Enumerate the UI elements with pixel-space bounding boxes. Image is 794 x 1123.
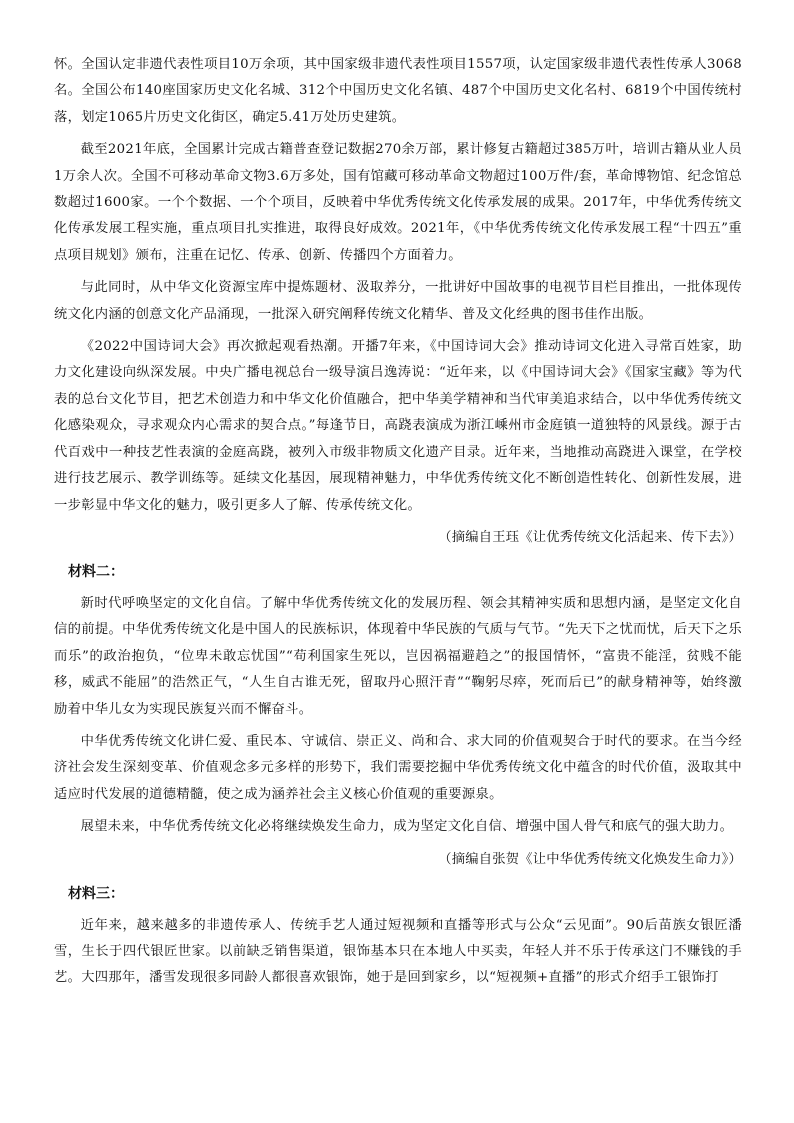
paragraph-intro-3: 与此同时，从中华文化资源宝库中提炼题材、汲取养分，一批讲好中国故事的电视节目栏目推出，一批体现传统文化内涵的创意文化产品涌现，一批深入研究阐释传统文化精华、普及文化经典的图书佳作出版。 [54, 280, 742, 322]
material-2-paragraph-3: 展望未来，中华优秀传统文化必将继续焕发生命力，成为坚定文化自信、增强中国人骨气和底气的强大助力。 [80, 819, 734, 835]
paragraph-intro-1: 怀。全国认定非遗代表性项目10万余项，其中国家级非遗代表性项目1557项，认定国家级非遗代表性传承人3068名。全国公布140座国家历史文化名城、312个中国历史文化名镇、487个中国历史文化名村、6819个中国传统村落，划定1065片历史文化街区，确定5.41万处历史建筑。 [54, 57, 742, 125]
material-2-section [54, 559, 742, 873]
material-1-continuation [54, 52, 742, 551]
material-2-paragraph-1: 新时代呼唤坚定的文化自信。了解中华优秀传统文化的发展历程、领会其精神实质和思想内涵，是坚定文化自信的前提。中华优秀传统文化是中国人的民族标识，体现着中华民族的气质与气节。“先天下之忧而忧，后天下之乐而乐”的政治抱负，“位卑未敢忘忧国”“苟利国家生死以，岂因祸福避趋之”的报国情怀，“富贵不能淫，贫贱不能移，威武不能屈”的浩然正气，“人生自古谁无死，留取丹心照汗青”“鞠躬尽瘁，死而后已”的献身精神等，始终激励着中华儿女为实现民族复兴而不懈奋斗。 [54, 595, 742, 717]
material-3-heading: 材料三： [68, 885, 124, 902]
material-2-heading: 材料二： [68, 563, 124, 580]
source-citation-2: （摘编自张贺《让中华优秀传统文化焕发生命力》） [438, 851, 742, 867]
material-2-paragraph-2: 中华优秀传统文化讲仁爱、重民本、守诚信、崇正义、尚和合、求大同的价值观契合于时代的要求。在当今经济社会发生深刻变革、价值观念多元多样的形势下，我们需要挖掘中华优秀传统文化中蕴含的时代价值，汲取其中适应时代发展的道德精髓，使之成为涵养社会主义核心价值观的重要源泉。 [54, 733, 742, 802]
document-page [54, 52, 742, 998]
paragraph-intro-4: 《2022中国诗词大会》再次掀起观看热潮。开播7年来，《中国诗词大会》推动诗词文化进入寻常百姓家，助力文化建设向纵深发展。中央广播电视总台一级导演吕逸涛说：“近年来，以《中国诗词大会》《国家宝藏》等为代表的总台文化节目，把艺术创造力和中华文化价值融合，把中华美学精神和当代审美追求结合，以中华优秀传统文化感染观众，寻求观众内心需求的契合点。”每逢节日，高跷表演成为浙江嵊州市金庭镇一道独特的风景线。源于古代百戏中一种技艺性表演的金庭高跷，被列入市级非物质文化遗产目录。近年来，当地推动高跷进入课堂，在学校进行技艺展示、教学训练等。延续文化基因，展现精神魅力，中华优秀传统文化不断创造性转化、创新性发展，进一步彰显中华文化的魅力，吸引更多人了解、传承传统文化。 [54, 339, 742, 513]
source-citation-1: （摘编自王珏《让优秀传统文化活起来、传下去》） [438, 529, 742, 545]
material-3-paragraph-1: 近年来，越来越多的非遗传承人、传统手艺人通过短视频和直播等形式与公众“云见面”。90后苗族女银匠潘雪，生长于四代银匠世家。以前缺乏销售渠道，银饰基本只在本地人中买卖，年轻人并不乐于传承这门不赚钱的手艺。大四那年，潘雪发现很多同龄人都很喜欢银饰，她于是回到家乡，以“短视频+直播”的形式介绍手工银饰打 [54, 917, 742, 986]
paragraph-intro-2: 截至2021年底，全国累计完成古籍普查登记数据270余万部，累计修复古籍超过385万叶，培训古籍从业人员1万余人次。全国不可移动革命文物3.6万多处，国有馆藏可移动革命文物超过100万件/套，革命博物馆、纪念馆总数超过1600家。一个个数据、一个个项目，反映着中华优秀传统文化传承发展的成果。2017年，中华优秀传统文化传承发展工程实施，重点项目扎实推进，取得良好成效。2021年，《中华优秀传统文化传承发展工程“十四五”重点项目规划》颁布，注重在记忆、传承、创新、传播四个方面着力。 [54, 142, 742, 263]
material-3-section [54, 881, 742, 992]
